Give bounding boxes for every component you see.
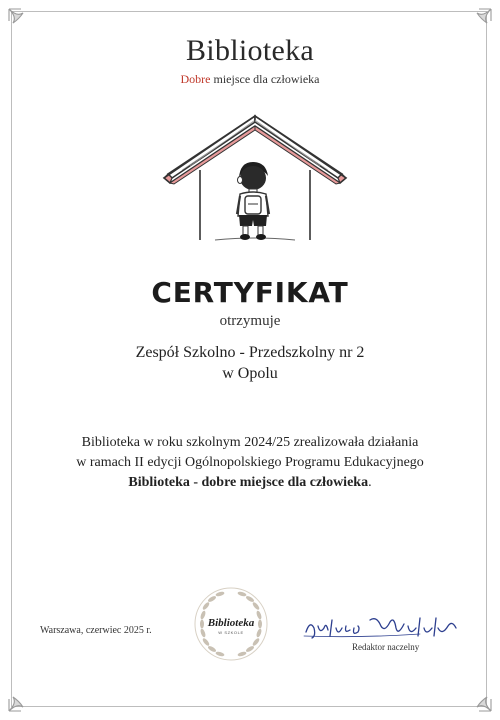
- place-and-date: Warszawa, czerwiec 2025 r.: [40, 625, 152, 636]
- certificate-heading: CERTYFIKAT: [151, 276, 349, 309]
- corner-ornament-icon: [463, 683, 493, 713]
- subtitle-rest: miejsce dla człowieka: [210, 72, 320, 86]
- receives-label: otrzymuje: [219, 313, 281, 329]
- body-line-1: Biblioteka w roku szkolnym 2024/25 zrealizowała działania: [81, 435, 419, 450]
- corner-ornament-icon: [463, 7, 493, 37]
- corner-ornament-icon: [7, 7, 37, 37]
- recipient-name: [0, 342, 500, 384]
- header-title: Biblioteka: [186, 34, 314, 67]
- header-subtitle: [0, 72, 500, 87]
- body-line-3: [0, 473, 500, 493]
- seal-title: Biblioteka: [207, 617, 255, 629]
- recipient-line-2: w Opolu: [222, 365, 278, 382]
- handwritten-signature: [300, 610, 462, 642]
- corner-ornament-icon: [7, 683, 37, 713]
- child-with-backpack-icon: [237, 162, 269, 240]
- seal-subtitle: W SZKOLE: [218, 630, 244, 635]
- program-name: Biblioteka - dobre miejsce dla człowieka: [128, 475, 369, 490]
- laurel-wreath-seal-icon: [192, 585, 270, 663]
- body-line-2: w ramach II edycji Ogólnopolskiego Programu Edukacyjnego: [76, 455, 424, 470]
- body-line-3-end: .: [368, 475, 372, 490]
- recipient-line-1: Zespół Szkolno - Przedszkolny nr 2: [135, 344, 365, 361]
- subtitle-accent: Dobre: [180, 72, 211, 86]
- signature-role: Redaktor naczelny: [352, 642, 420, 652]
- book-roof-house-icon: [160, 112, 350, 247]
- certificate-body: [0, 433, 500, 493]
